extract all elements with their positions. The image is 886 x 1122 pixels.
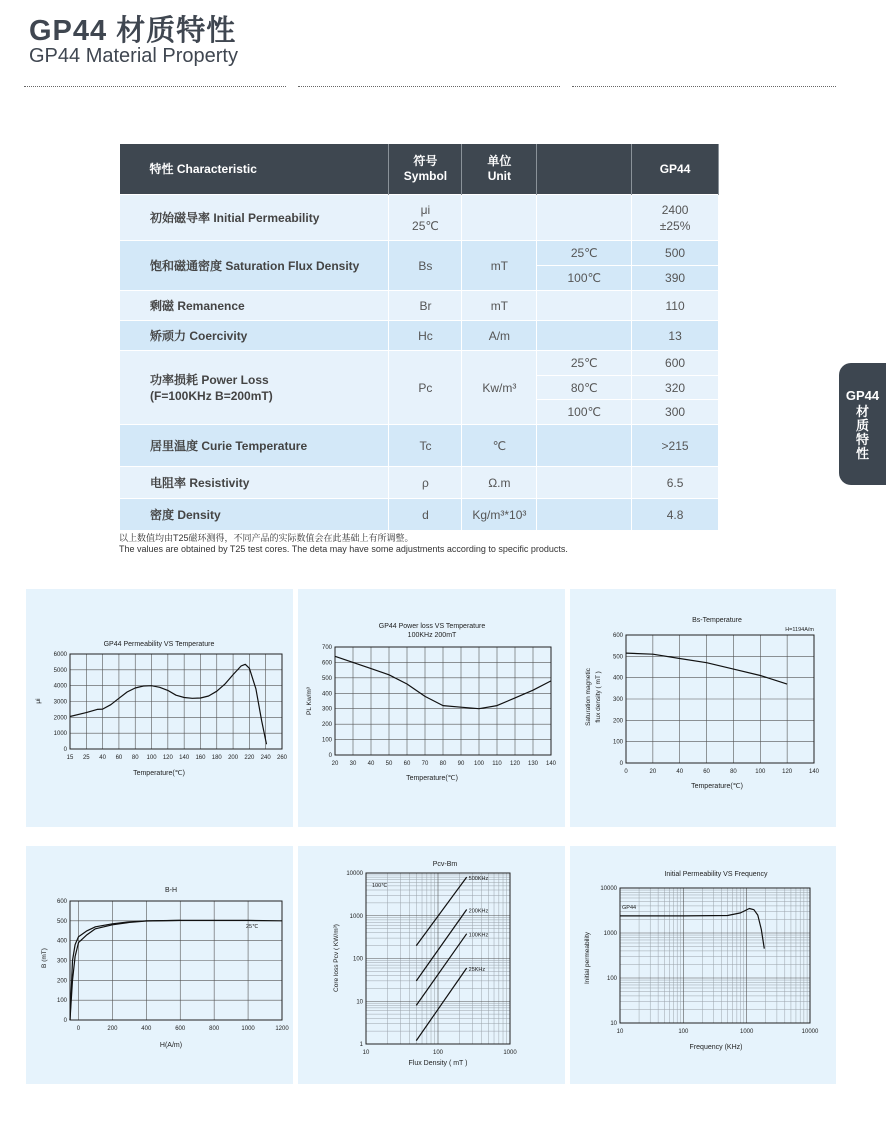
chart-title: B-H — [164, 887, 178, 894]
y-tick-label: 100 — [606, 976, 617, 982]
x-axis-label: Frequency (KHz) — [689, 1044, 743, 1051]
y-tick-label: 2000 — [53, 715, 67, 722]
x-tick-label: 80 — [730, 769, 737, 775]
x-tick-label: 110 — [492, 761, 502, 767]
y-tick-label: 500 — [612, 654, 623, 661]
x-tick-label: 1200 — [275, 1026, 289, 1032]
x-axis-label: Temperature(℃) — [133, 770, 185, 777]
divider-right — [572, 86, 836, 87]
y-tick-label: 1000 — [603, 931, 617, 937]
x-tick-label: 40 — [367, 761, 375, 767]
row-unit: mT — [462, 291, 537, 321]
row-name: 初始磁导率 Initial Permeability — [120, 195, 389, 241]
plot-frame — [620, 888, 810, 1023]
y-tick-label: 0 — [63, 747, 67, 753]
header-symbol-cn: 符号 — [413, 154, 438, 168]
x-tick-label: 50 — [385, 761, 393, 767]
row-name: 密度 Density — [120, 499, 389, 531]
note-en: The values are obtained by T25 test cores. The deta may have some adjustments according to specific products. — [119, 544, 568, 554]
row-symbol: Pc — [389, 351, 462, 425]
x-tick-label: 130 — [527, 761, 539, 767]
row-value: 390 — [632, 266, 719, 291]
x-tick-label: 80 — [131, 755, 139, 761]
x-tick-label: 60 — [703, 769, 710, 775]
y-tick-label: 10000 — [600, 886, 617, 892]
row-condition — [537, 499, 632, 531]
row-value: 320 — [632, 376, 719, 400]
row-name: 剩磁 Remanence — [120, 291, 389, 321]
chart-bh — [26, 846, 293, 1084]
x-tick-label: 10000 — [801, 1029, 819, 1035]
table-row — [120, 467, 719, 499]
series-line — [620, 909, 764, 949]
x-tick-label: 140 — [179, 755, 190, 761]
table-row — [120, 241, 719, 266]
table-header — [120, 144, 719, 195]
row-value: 4.8 — [632, 499, 719, 531]
row-condition: 100℃ — [537, 400, 632, 425]
header-grade: GP44 — [632, 144, 719, 195]
side-tab[interactable] — [839, 363, 886, 485]
header-unit-en: Unit — [487, 169, 512, 183]
y-tick-label: 300 — [56, 958, 67, 965]
chart-loss-temp — [298, 589, 565, 827]
x-tick-label: 0 — [624, 769, 628, 775]
chart-perm-temp — [26, 589, 293, 827]
y-axis-label-line2: flux density ( mT ) — [595, 671, 602, 723]
x-tick-label: 1000 — [241, 1026, 255, 1032]
row-name — [120, 351, 389, 425]
series-label: 200KHz — [468, 908, 489, 915]
x-tick-label: 100 — [146, 755, 157, 761]
y-tick-label: 200 — [612, 718, 623, 725]
row-name-main: 功率损耗 Power Loss — [150, 372, 269, 387]
row-value-main: 2400 — [661, 202, 689, 217]
series-line — [70, 664, 267, 744]
note-cn: 以上数值均由T25磁环测得，不同产品的实际数值会在此基础上有所调整。 — [119, 533, 414, 543]
side-tab-code: GP44 — [845, 388, 880, 403]
y-tick-label: 0 — [63, 1018, 67, 1024]
y-tick-label: 300 — [612, 697, 623, 703]
chart-panel-perm-temp — [26, 589, 293, 827]
y-tick-label: 100 — [321, 737, 332, 744]
series-label: 500KHz — [468, 876, 489, 883]
x-tick-label: 1000 — [739, 1029, 754, 1035]
series-label: 25KHz — [468, 966, 486, 973]
row-condition: 25℃ — [537, 351, 632, 376]
x-tick-label: 60 — [115, 755, 123, 761]
table-note — [119, 533, 568, 555]
row-name: 电阻率 Resistivity — [120, 467, 389, 499]
row-symbol: d — [389, 499, 462, 531]
divider-middle — [298, 86, 560, 87]
header-unit-cn: 单位 — [487, 154, 512, 168]
table-row — [120, 425, 719, 467]
x-tick-label: 120 — [162, 755, 173, 761]
series-label: 100KHz — [468, 932, 489, 939]
x-tick-label: 600 — [175, 1026, 186, 1032]
table-row — [120, 195, 719, 241]
y-tick-label: 600 — [321, 660, 332, 667]
x-tick-label: 1000 — [503, 1050, 517, 1056]
y-tick-label: 3000 — [53, 699, 67, 706]
y-tick-label: 500 — [56, 918, 67, 925]
y-tick-label: 500 — [321, 675, 332, 682]
x-tick-label: 20 — [331, 761, 339, 767]
row-name: 居里温度 Curie Temperature — [120, 425, 389, 467]
row-unit: Kg/m³*10³ — [462, 499, 537, 531]
y-axis-label: PL Kw/m³ — [306, 687, 313, 715]
x-tick-label: 400 — [141, 1026, 152, 1032]
row-condition: 25℃ — [537, 241, 632, 266]
chart-annotation: 100℃ — [372, 883, 388, 889]
row-name: 饱和磁通密度 Saturation Flux Density — [120, 241, 389, 291]
series-line — [70, 920, 180, 1020]
chart-annotation: 25℃ — [246, 924, 259, 930]
y-tick-label: 100 — [612, 739, 623, 746]
y-tick-label: 400 — [612, 675, 623, 682]
y-tick-label: 0 — [328, 753, 332, 759]
divider-left — [24, 86, 286, 87]
x-tick-label: 100 — [678, 1029, 689, 1035]
chart-perm-freq — [570, 846, 836, 1084]
row-symbol: Tc — [389, 425, 462, 467]
chart-title: Pcv-Bm — [432, 861, 458, 868]
y-tick-label: 1000 — [53, 731, 67, 738]
series-line — [416, 968, 466, 1041]
table-row — [120, 351, 719, 376]
row-symbol-main: μi — [420, 202, 431, 217]
y-axis-label: Core loss Pcv ( KW/m³) — [333, 924, 340, 992]
y-axis-label: μi — [35, 698, 42, 704]
chart-title: Bs-Temperature — [692, 617, 742, 624]
header-condition — [537, 144, 632, 195]
chart-panel-bs-temp — [570, 589, 836, 827]
x-tick-label: 70 — [421, 761, 429, 767]
x-tick-label: 200 — [107, 1026, 118, 1032]
row-unit: Kw/m³ — [462, 351, 537, 425]
x-tick-label: 100 — [473, 761, 485, 767]
row-value: 110 — [632, 291, 719, 321]
row-symbol — [389, 195, 462, 241]
y-axis-label-line1: Saturation magnetic — [585, 668, 592, 726]
y-tick-label: 1000 — [349, 913, 363, 920]
row-condition — [537, 321, 632, 351]
table-row — [120, 499, 719, 531]
y-tick-label: 10 — [356, 999, 363, 1006]
row-value: 6.5 — [632, 467, 719, 499]
row-unit: ℃ — [462, 425, 537, 467]
x-tick-label: 60 — [403, 761, 411, 767]
x-tick-label: 30 — [349, 761, 357, 767]
x-tick-label: 200 — [228, 755, 239, 761]
x-tick-label: 80 — [439, 761, 447, 767]
y-axis-label: B (mT) — [41, 948, 48, 968]
series-line — [416, 877, 466, 946]
row-value: 13 — [632, 321, 719, 351]
x-tick-label: 120 — [509, 761, 521, 767]
row-value-tolerance: ±25% — [659, 218, 691, 233]
y-tick-label: 100 — [56, 998, 67, 1005]
page-title: GP44 材质特性 — [29, 15, 237, 47]
row-value: >215 — [632, 425, 719, 467]
y-tick-label: 400 — [56, 938, 67, 945]
series-line — [70, 920, 282, 1020]
table-row — [120, 291, 719, 321]
row-condition — [537, 425, 632, 467]
x-tick-label: 120 — [782, 769, 793, 775]
x-tick-label: 180 — [211, 755, 222, 761]
header-symbol-en: Symbol — [403, 169, 448, 183]
header-symbol — [389, 144, 462, 195]
x-tick-label: 160 — [195, 755, 206, 761]
header-unit — [462, 144, 537, 195]
row-name-condition: (F=100KHz B=200mT) — [150, 388, 273, 403]
row-condition: 100℃ — [537, 266, 632, 291]
y-tick-label: 10000 — [346, 871, 363, 877]
chart-title: GP44 Permeability VS Temperature — [103, 641, 215, 648]
y-tick-label: 6000 — [53, 652, 67, 658]
chart-panel-loss-temp — [298, 589, 565, 827]
row-unit: mT — [462, 241, 537, 291]
row-value: 600 — [632, 351, 719, 376]
chart-panel-bh — [26, 846, 293, 1084]
x-tick-label: 140 — [808, 769, 820, 775]
row-unit: A/m — [462, 321, 537, 351]
row-symbol: Hc — [389, 321, 462, 351]
y-tick-label: 5000 — [53, 667, 67, 674]
x-tick-label: 15 — [66, 755, 74, 761]
y-tick-label: 200 — [56, 978, 67, 985]
row-value — [632, 195, 719, 241]
side-tab-label: 材质特性 — [855, 404, 869, 461]
y-tick-label: 700 — [321, 645, 332, 651]
row-value: 300 — [632, 400, 719, 425]
row-condition: 80℃ — [537, 376, 632, 400]
x-tick-label: 40 — [676, 769, 684, 775]
row-value: 500 — [632, 241, 719, 266]
row-unit — [462, 195, 537, 241]
x-tick-label: 20 — [649, 769, 657, 775]
row-name: 矫顽力 Coercivity — [120, 321, 389, 351]
x-tick-label: 220 — [244, 755, 255, 761]
x-tick-label: 10 — [362, 1050, 370, 1056]
property-table — [119, 144, 719, 531]
y-axis-label: Initial permeability — [584, 931, 591, 985]
chart-panel-pcv-bm — [298, 846, 565, 1084]
x-axis-label: H(A/m) — [159, 1042, 183, 1049]
row-symbol: Bs — [389, 241, 462, 291]
chart-pcv-bm — [298, 846, 565, 1084]
row-unit: Ω.m — [462, 467, 537, 499]
y-tick-label: 600 — [56, 899, 67, 905]
y-tick-label: 200 — [321, 722, 332, 729]
x-tick-label: 240 — [260, 755, 271, 761]
y-tick-label: 1 — [359, 1042, 363, 1048]
chart-subtitle: 100KHz 200mT — [407, 632, 457, 639]
header-characteristic: 特性 Characteristic — [120, 144, 389, 195]
chart-panel-perm-freq — [570, 846, 836, 1084]
row-condition — [537, 467, 632, 499]
row-condition — [537, 195, 632, 241]
page-subtitle: GP44 Material Property — [29, 45, 238, 67]
row-condition — [537, 291, 632, 321]
row-symbol-sub: 25℃ — [412, 218, 439, 233]
table-row — [120, 321, 719, 351]
row-symbol: ρ — [389, 467, 462, 499]
x-tick-label: 0 — [76, 1026, 81, 1032]
x-tick-label: 10 — [616, 1029, 624, 1035]
chart-title: Initial Permeability VS Frequency — [664, 871, 768, 878]
x-tick-label: 100 — [755, 769, 766, 775]
x-tick-label: 800 — [209, 1026, 220, 1032]
y-tick-label: 4000 — [53, 683, 67, 690]
y-tick-label: 100 — [352, 956, 363, 963]
chart-annotation: H=1194A/m — [785, 627, 814, 633]
y-tick-label: 0 — [619, 761, 623, 767]
x-axis-label: Flux Density ( mT ) — [408, 1060, 468, 1067]
y-tick-label: 300 — [321, 706, 332, 713]
x-tick-label: 260 — [276, 755, 288, 761]
chart-bs-temp — [570, 589, 836, 827]
chart-title: GP44 Power loss VS Temperature — [378, 623, 486, 630]
x-tick-label: 25 — [82, 755, 90, 761]
chart-annotation: GP44 — [622, 905, 637, 911]
y-tick-label: 600 — [612, 633, 623, 639]
row-symbol: Br — [389, 291, 462, 321]
y-tick-label: 400 — [321, 691, 332, 698]
x-axis-label: Temperature(℃) — [406, 775, 458, 782]
y-tick-label: 10 — [610, 1021, 617, 1027]
x-tick-label: 140 — [545, 761, 557, 767]
x-axis-label: Temperature(℃) — [691, 783, 743, 790]
x-tick-label: 100 — [432, 1050, 444, 1056]
x-tick-label: 40 — [99, 755, 106, 761]
x-tick-label: 90 — [457, 761, 465, 767]
